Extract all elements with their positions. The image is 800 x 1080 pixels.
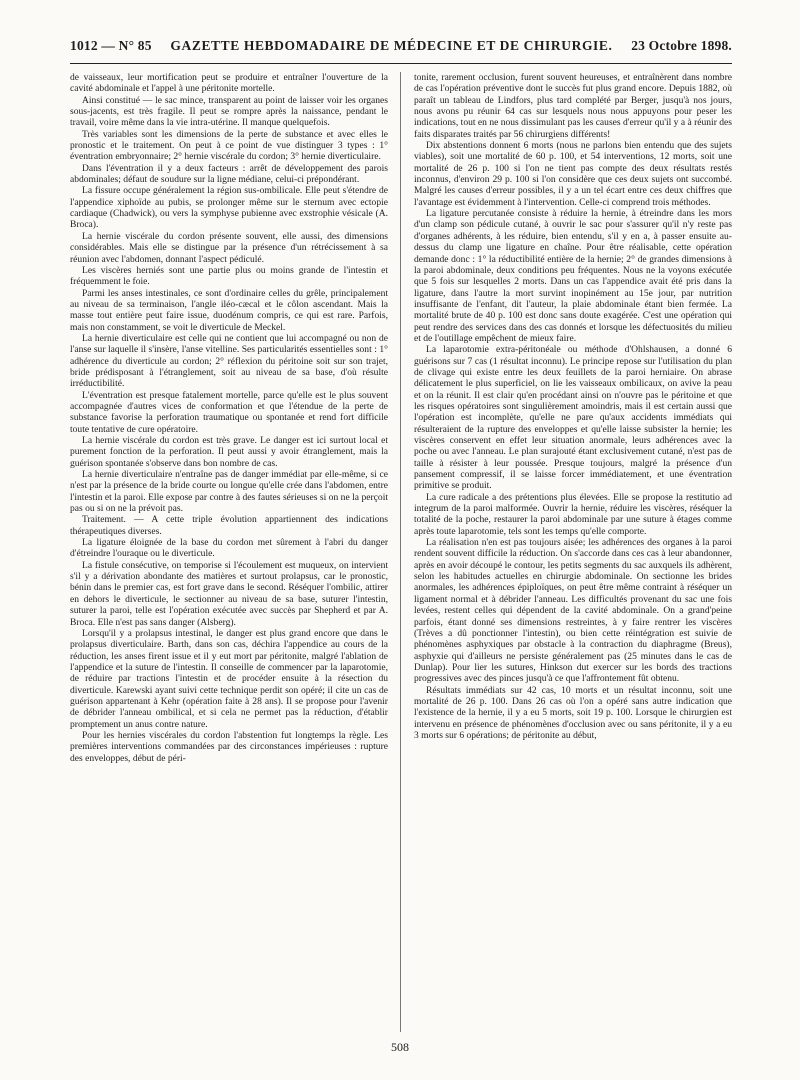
paragraph: de vaisseaux, leur mortification peut se produire et entraîner l'ouverture de la cavité abdominale et l'appel à une péritonite mortelle. — [70, 72, 388, 95]
paragraph: La réalisation n'en est pas toujours aisée; les adhérences des organes à la paroi rendent souvent difficile la réduction. On s'accorde dans ces cas à leur abandonner, après en avoir découpé le contour, les petits segments du sac auxquels ils adhèrent, selon les habitudes actuelles en chirurgie abdominale. On sectionne les brides anormales, les adhérences épiploïques, on peut être même contraint à réséquer un ligament normal et à débrider l'anneau. Les difficultés provenant du sac une fois levées, restent celles qui dépendent de la cavité abdominale. On a grand'peine parfois, étant donné ses dimensions restreintes, à y faire rentrer les viscères (Trèves a dû ponctionner l'intestin), ou bien cette réintégration est suivie de phénomènes asphyxiques par obstacle à la contraction du diaphragme (Breus), asphyxie qui d'ailleurs ne persiste généralement pas (25 minutes dans le cas de Dunlap). Pour lier les sutures, Hinkson dut exercer sur les bords des tractions progressives avec des pinces jusqu'à ce que l'affrontement fût obtenu. — [414, 537, 732, 685]
paragraph: La ligature éloignée de la base du cordon met sûrement à l'abri du danger d'étreindre l'ouraque ou le diverticule. — [70, 537, 388, 560]
left-column — [70, 72, 388, 1032]
paragraph: Traitement. — A cette triple évolution appartiennent des indications thérapeutiques diverses. — [70, 514, 388, 537]
paragraph: Résultats immédiats sur 42 cas, 10 morts et un résultat inconnu, soit une mortalité de 26 p. 100. Dans 26 cas où l'on a opéré sans autre indication que l'existence de la hernie, il y a eu 5 morts, soit 19 p. 100. Lorsque le chirurgien est intervenu en présence de phénomènes d'occlusion avec ou sans péritonite, il y a eu 3 morts sur 6 opérations; de péritonite au début, — [414, 684, 732, 741]
right-column — [414, 72, 732, 1032]
page-number: 508 — [391, 1040, 409, 1054]
page-header — [70, 38, 732, 64]
paragraph: La hernie diverticulaire n'entraîne pas de danger immédiat par elle-même, si ce n'est par la présence de la bride courte ou longue qu'elle crée dans l'abdomen, entre l'intestin et la paroi. Elle expose par contre à des fautes sérieuses si on ne la perçoit pas ou si on ne la prévoit pas. — [70, 469, 388, 515]
paragraph: Les viscères herniés sont une partie plus ou moins grande de l'intestin et fréquemment le foie. — [70, 264, 388, 288]
paragraph: Très variables sont les dimensions de la perte de substance et avec elles le pronostic et le traitement. On peut à ce point de vue distinguer 3 types : 1° éventration embryonnaire; 2° hernie viscérale du cordon; 3° hernie diverticulaire. — [70, 128, 388, 163]
paragraph: La cure radicale a des prétentions plus élevées. Elle se propose la restitutio ad integrum de la paroi malformée. Ouvrir la hernie, réduire les viscères, réséquer la totalité de la poche, restaurer la paroi abdominale par une suture à étages comme après toute laparotomie, tels sont les temps qu'elle comporte. — [414, 491, 732, 537]
page-issue-number: 1012 — N° 85 — [70, 38, 152, 53]
paragraph: Dans l'éventration il y a deux facteurs : arrêt de développement des parois abdominales; défaut de soudure sur la ligne médiane, celui-ci prépondérant. — [70, 162, 388, 186]
paragraph: La hernie viscérale du cordon est très grave. Le danger est ici surtout local et purement fonction de la perforation. Il peut aussi y avoir étranglement, mais la guérison spontanée s'observe dans bon nombre de cas. — [70, 435, 388, 469]
paragraph: L'éventration est presque fatalement mortelle, parce qu'elle est le plus souvent accompagnée d'autres vices de conformation et que l'étendue de la perte de substance favorise la perforation traumatique ou spontanée et rend fort difficile toute tentative de cure opératoire. — [70, 389, 388, 435]
journal-title: GAZETTE HEBDOMADAIRE DE MÉDECINE ET DE CHIRURGIE. — [170, 38, 613, 53]
paragraph: La hernie viscérale du cordon présente souvent, elle aussi, des dimensions considérables. Mais elle se distingue par la présence d'un rétrécissement à sa réunion avec l'abdomen, donnant l'aspect pédiculé. — [70, 230, 388, 265]
page-footer — [0, 1040, 800, 1055]
paragraph: La fissure occupe généralement la région sus-ombilicale. Elle peut s'étendre de l'appendice xiphoïde au pubis, se prolonger même sur le sternum avec ectopie cardiaque (Chadwick), ou vers la symphyse pubienne avec exstrophie vésicale (A. Broca). — [70, 185, 388, 231]
paragraph: Dix abstentions donnent 6 morts (nous ne parlons bien entendu que des sujets viables), soit une mortalité de 60 p. 100, et 54 interventions, 12 morts, soit une mortalité de 26 p. 100 si l'on ne tient pas compte des deux résultats restés inconnus, d'environ 29 p. 100 si l'on considère que ces deux sujets ont succombé. Malgré les causes d'erreur possibles, il y a un tel écart entre ces deux chiffres que l'avantage est évidemment à l'intervention. Celle-ci comprend trois méthodes. — [414, 140, 732, 208]
paragraph: Parmi les anses intestinales, ce sont d'ordinaire celles du grêle, principalement au niveau de sa terminaison, l'angle iléo-cæcal et le côlon ascendant. Mais la masse tout entière peut faire issue, duodénum compris, ce qui est rare. Parfois, mais non constamment, se voit le diverticule de Meckel. — [70, 287, 388, 333]
paragraph: Lorsqu'il y a prolapsus intestinal, le danger est plus grand encore que dans le prolapsus diverticulaire. Barth, dans son cas, déchira l'appendice au cours de la réduction, les anses firent issue et il y eut mort par péritonite, malgré l'ablation de l'appendice et la suture de l'intestin. Il conseille de commencer par la laparotomie, de réduire par tractions l'intestin et de procéder ensuite à la résection du diverticule. Karewski ayant suivi cette technique perdit son opéré; il cite un cas de guérison appartenant à Kehr (opération faite à 28 ans). Il se propose pour l'avenir de débrider l'anneau ombilical, et si cela ne permet pas la réduction, d'établir promptement un anus contre nature. — [70, 627, 388, 730]
paragraph: La ligature percutanée consiste à réduire la hernie, à étreindre dans les mors d'un clamp son pédicule cutané, à ouvrir le sac pour s'assurer qu'il n'y reste pas d'organes adhérents, à les réduire, bien entendu, s'il y en a, à passer ensuite au-dessus du clamp une ligature en chaîne. Pour être réalisable, cette opération demande donc : 1° la réductibilité entière de la hernie; 2° de grandes dimensions à la paroi abdominale, deux conditions peu fréquentes. Nous ne la voyons exécutée que 5 fois sur lesquelles 2 morts. Dans un cas l'appendice avait été pris dans la ligature, dans l'autre la mort survint inopinément au 15e jour, par nutrition insuffisante de l'enfant, dit l'auteur, la plaie abdominale étant bien fermée. La mortalité brute de 40 p. 100 est donc sans doute exagérée. C'est une opération qui peut rendre des services dans des cas donnés et lorsque les défectuosités du milieu et de l'outillage empêchent de mieux faire. — [414, 208, 732, 344]
paragraph: La fistule consécutive, on temporise si l'écoulement est muqueux, on intervient s'il y a dérivation abondante des matières et surtout prolapsus, car le pronostic, bénin dans le premier cas, est fort grave dans le second. Réséquer l'ombilic, attirer en dehors le diverticule, le sectionner au niveau de sa base, suturer l'intestin, suturer la paroi, telle est l'opération exécutée avec succès par Shepherd et par A. Broca. Elle n'est pas sans danger (Alsberg). — [70, 559, 388, 628]
paragraph: La hernie diverticulaire est celle qui ne contient que lui accompagné ou non de l'anse sur laquelle il s'insère, l'anse vitelline. Ses particularités essentielles sont : 1° adhérence du diverticule au cordon; 2° réflexion du péritoine soit sur son trajet, bride prédisposant à l'étranglement, soit au niveau de sa base, d'où résulte irréductibilité. — [70, 332, 388, 390]
article-body — [70, 72, 732, 1032]
paragraph: La laparotomie extra-péritonéale ou méthode d'Ohlshausen, a donné 6 guérisons sur 7 cas (1 résultat inconnu). Le principe repose sur l'utilisation du plan de clivage qui existe entre les deux feuillets de la paroi herniaire. On abrase délicatement le plus superficiel, on lie les vaisseaux ombilicaux, on avive la peau et on la réunit. Il est clair qu'en procédant ainsi on n'ouvre pas le péritoine et que les risques opératoires sont singulièrement amoindris, mais il est certain aussi que l'opération est incomplète, qu'elle ne pare qu'aux accidents immédiats qui résulteraient de la rupture des enveloppes et qu'elle laisse subsister la hernie; les viscères conservent en effet leur situation anormale, leurs adhérences avec la poche ou avec l'anneau. Le plan surajouté étant exclusivement cutané, n'est pas de taille à résister à leur poussée. Presque toujours, malgré la présence d'un pansement compressif, il se laisse forcer immédiatement, et une éventration primitive se produit. — [414, 344, 732, 492]
paragraph: Pour les hernies viscérales du cordon l'abstention fut longtemps la règle. Les premières interventions commandées par des circonstances impérieuses : rupture des enveloppes, début de péri- — [70, 729, 388, 764]
paragraph: tonite, rarement occlusion, furent souvent heureuses, et entraînèrent dans nombre de cas l'opération préventive dont le succès fut plus grand encore. Depuis 1882, où paraît un tableau de Lindfors, plus tard complété par Berger, jusqu'à nos jours, nous avons pu réunir 64 cas sur lesquels nous nous appuyons pour peser les indications, tout en ne nous dissimulant pas les causes d'erreur qu'il y a à réunir des faits disparates traités par 56 chirurgiens différents! — [414, 72, 732, 140]
column-divider — [400, 72, 401, 1032]
issue-date: 23 Octobre 1898. — [631, 38, 732, 53]
paragraph: Ainsi constitué — le sac mince, transparent au point de laisser voir les organes sous-jacents, est très fragile. Il peut se rompre après la naissance, pendant le travail, voire même dans la vie intra-utérine. Il manque quelquefois. — [70, 94, 388, 129]
